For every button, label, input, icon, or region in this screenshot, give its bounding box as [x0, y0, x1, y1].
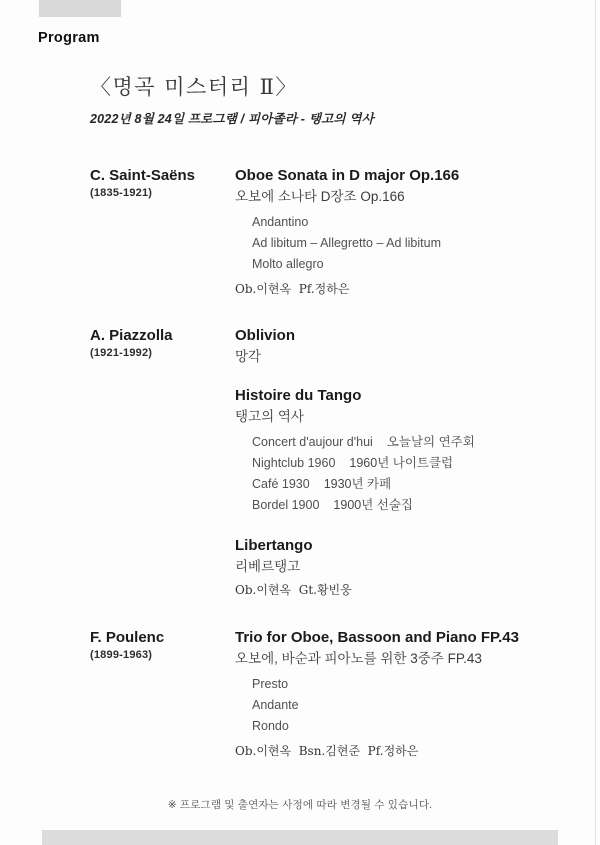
piece-trio-fp43 — [235, 628, 560, 760]
piece-title-korean: 리베르탱고 — [235, 559, 301, 574]
performers-line: Ob.이현옥 Bsn.김현준 Pf.정하은 — [235, 744, 419, 758]
piece-title-korean: 탱고의 역사 — [235, 409, 304, 424]
movement-name: Nightclub 1960 — [252, 456, 336, 470]
movement-name: Concert d'aujour d'hui — [252, 435, 373, 449]
piece-title-korean: 오보에, 바순과 피아노를 위한 3중주 FP.43 — [235, 651, 482, 666]
piece-histoire-du-tango — [235, 386, 560, 516]
movement-item — [252, 716, 560, 737]
piece-title: Libertango — [235, 537, 313, 554]
program-entry-saint-saens — [90, 166, 560, 298]
movement-list — [252, 432, 560, 516]
composer-dates: (1921-1992) — [90, 347, 153, 359]
concert-title: 〈명곡 미스터리 Ⅱ〉 — [90, 75, 298, 99]
program-entry-piazzolla — [90, 326, 560, 599]
movement-name-korean: 1960년 나이트클럽 — [349, 456, 454, 470]
piece-title: Histoire du Tango — [235, 387, 362, 404]
composer-column — [90, 166, 235, 199]
piece-title-korean: 망각 — [235, 349, 262, 364]
movement-name-korean: 1900년 선술집 — [333, 498, 414, 512]
performers-line: Ob.이현옥 Gt.황빈웅 — [235, 583, 352, 597]
movement-item — [252, 254, 560, 275]
movement-name: Rondo — [252, 719, 289, 733]
piece-oboe-sonata — [235, 166, 560, 298]
movement-name: Andantino — [252, 215, 309, 229]
movement-list — [252, 674, 560, 737]
piece-title-korean: 오보에 소나타 D장조 Op.166 — [235, 189, 405, 204]
composer-dates: (1835-1921) — [90, 187, 153, 199]
movement-item — [252, 432, 560, 453]
concert-title-block — [90, 71, 374, 127]
program-entry-poulenc — [90, 628, 560, 760]
pieces-column — [235, 326, 560, 599]
concert-subtitle: 2022년 8월 24일 프로그램 / 피아졸라 - 탱고의 역사 — [90, 112, 374, 126]
page-edge-line — [595, 0, 596, 845]
footer-disclaimer: ※ 프로그램 및 출연자는 사정에 따라 변경될 수 있습니다. — [167, 799, 433, 811]
movement-name-korean: 1930년 카페 — [323, 477, 392, 491]
composer-name: A. Piazzolla — [90, 327, 173, 344]
composer-name: F. Poulenc — [90, 629, 165, 646]
piece-title: Trio for Oboe, Bassoon and Piano FP.43 — [235, 629, 519, 646]
movement-name: Presto — [252, 677, 289, 691]
movement-name: Café 1930 — [252, 477, 310, 491]
piece-oblivion — [235, 326, 560, 366]
page-title: Program — [38, 30, 100, 46]
piece-libertango — [235, 536, 560, 599]
performers-line: Ob.이현옥 Pf.정하은 — [235, 282, 350, 296]
composer-dates: (1899-1963) — [90, 649, 153, 661]
piece-title: Oboe Sonata in D major Op.166 — [235, 167, 460, 184]
piece-title: Oblivion — [235, 327, 295, 344]
movement-item — [252, 233, 560, 254]
movement-list — [252, 212, 560, 275]
composer-column — [90, 326, 235, 359]
movement-name: Molto allegro — [252, 257, 324, 271]
top-redaction-box — [39, 0, 121, 17]
movement-name: Ad libitum – Allegretto – Ad libitum — [252, 236, 441, 250]
pieces-column — [235, 166, 560, 298]
movement-name: Andante — [252, 698, 299, 712]
bottom-redaction-bar — [42, 830, 558, 845]
movement-name-korean: 오늘날의 연주회 — [386, 435, 475, 449]
movement-item — [252, 212, 560, 233]
movement-item — [252, 474, 560, 495]
pieces-column — [235, 628, 560, 760]
composer-column — [90, 628, 235, 661]
movement-item — [252, 453, 560, 474]
movement-item — [252, 695, 560, 716]
movement-name: Bordel 1900 — [252, 498, 320, 512]
composer-name: C. Saint-Saëns — [90, 167, 196, 184]
movement-item — [252, 495, 560, 516]
movement-item — [252, 674, 560, 695]
